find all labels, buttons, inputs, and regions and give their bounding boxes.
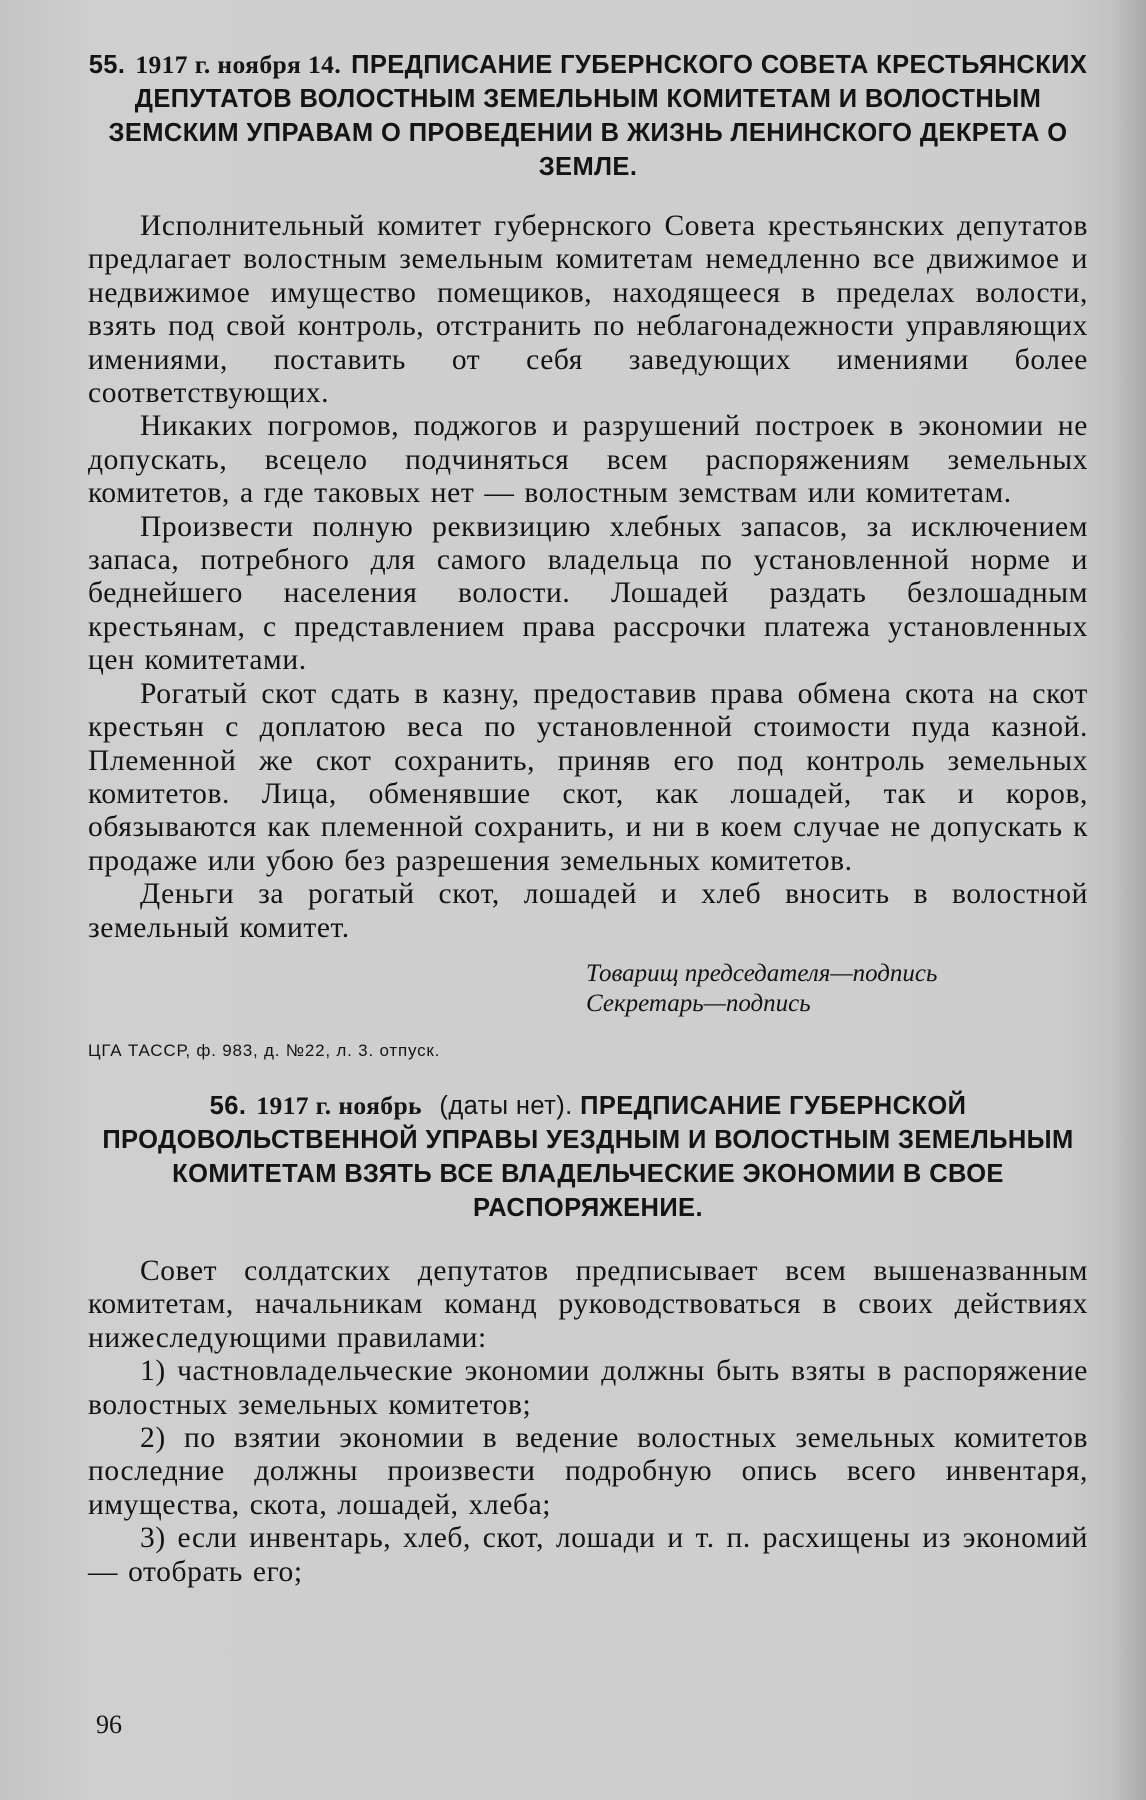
document-55-number: 55. — [88, 51, 126, 79]
document-56-title: ПРЕДПИСАНИЕ ГУБЕРНСКОЙ ПРОДОВОЛЬСТВЕННОЙ УПРАВЫ УЕЗДНЫМ И ВОЛОСТНЫМ ЗЕМЕЛЬНЫМ КОМИТЕТАМ ВЗЯТЬ ВСЕ ВЛАДЕЛЬЧЕСКИЕ ЭКОНОМИИ В СВОЕ РАСПОРЯЖЕНИЕ. — [102, 1091, 1074, 1222]
document-56-paragraph: 3) если инвентарь, хлеб, скот, лошади и т. п. расхищены из экономий — отобрать его; — [88, 1522, 1088, 1588]
page-number: 96 — [96, 1710, 122, 1739]
document-55-paragraph: Деньги за рогатый скот, лошадей и хлеб вносить в волостной земельный комитет. — [88, 878, 1088, 944]
page-content — [88, 48, 1088, 1589]
signature-line-secretary: Секретарь—подпись — [586, 989, 811, 1017]
document-56-date: 1917 г. ноябрь — [256, 1090, 422, 1120]
document-55-title: ПРЕДПИСАНИЕ ГУБЕРНСКОГО СОВЕТА КРЕСТЬЯНСКИХ ДЕПУТАТОВ ВОЛОСТНЫМ ЗЕМЕЛЬНЫМ КОМИТЕТАМ И ВОЛОСТНЫМ ЗЕМСКИМ УПРАВАМ О ПРОВЕДЕНИИ В ЖИЗНЬ ЛЕНИНСКОГО ДЕКРЕТА О ЗЕМЛЕ. — [108, 51, 1088, 181]
document-55-heading — [88, 48, 1088, 184]
document-56-body — [88, 1255, 1088, 1589]
document-55-paragraph: Рогатый скот сдать в казну, предоставив права обмена скота на скот крестьян с доплатою веса по установленной стоимости пуда казной. Племенной же скот сохранить, приняв его под контроль земельных комитетов. Лица, обменявшие скот, как лошадей, так и коров, обязываются как племенной сохранить, и ни в коем случае не допускать к продаже или убою без разрешения земельных комитетов. — [88, 677, 1088, 877]
document-56-number: 56. — [209, 1091, 247, 1120]
document-55-archive-source: ЦГА ТАССР, ф. 983, д. №22, л. 3. отпуск. — [88, 1040, 441, 1060]
document-55-paragraph: Исполнительный комитет губернского Совета крестьянских депутатов предлагает волостным земельным комитетам немедленно все движимое и недвижимое имущество помещиков, находящееся в пределах волости, взять под свой контроль, отстранить по неблагонадежности управляющих имениями, поставить от себя заведующих имениями более соответствующих. — [88, 210, 1088, 410]
document-56-paragraph: 2) по взятии экономии в ведение волостных земельных комитетов последние должны произвести подробную опись всего инвентаря, имущества, скота, лошадей, хлеба; — [88, 1421, 1088, 1521]
page-edge-shadow — [1110, 0, 1146, 1800]
document-55-paragraph: Никаких погромов, поджогов и разрушений построек в экономии не допускать, всецело подчиняться всем распоряжениям земельных комитетов, а где таковых нет — волостным земствам или комитетам. — [88, 410, 1088, 510]
document-55-body — [88, 210, 1088, 945]
document-55-paragraph: Произвести полную реквизицию хлебных запасов, за исключением запаса, потребного для самого владельца по установленной норме и беднейшего населения волости. Лошадей раздать безлошадным крестьянам, с представлением права рассрочки платежа установленных цен комитетами. — [88, 510, 1088, 677]
signature-line-chairman: Товарищ председателя—подпись — [586, 959, 938, 987]
document-55-signatures — [88, 959, 1088, 1019]
document-56-paragraph: Совет солдатских депутатов предписывает всем вышеназванным комитетам, начальникам команд руководствоваться в своих действиях нижеследующими правилами: — [88, 1254, 1088, 1354]
document-56-paragraph: 1) частновладельческие экономии должны быть взяты в распоряжение волостных земельных комитетов; — [88, 1355, 1088, 1421]
document-56-date-note: (даты нет). — [439, 1091, 573, 1120]
document-55-date: 1917 г. ноября 14. — [135, 50, 342, 79]
document-56-heading — [88, 1089, 1088, 1225]
